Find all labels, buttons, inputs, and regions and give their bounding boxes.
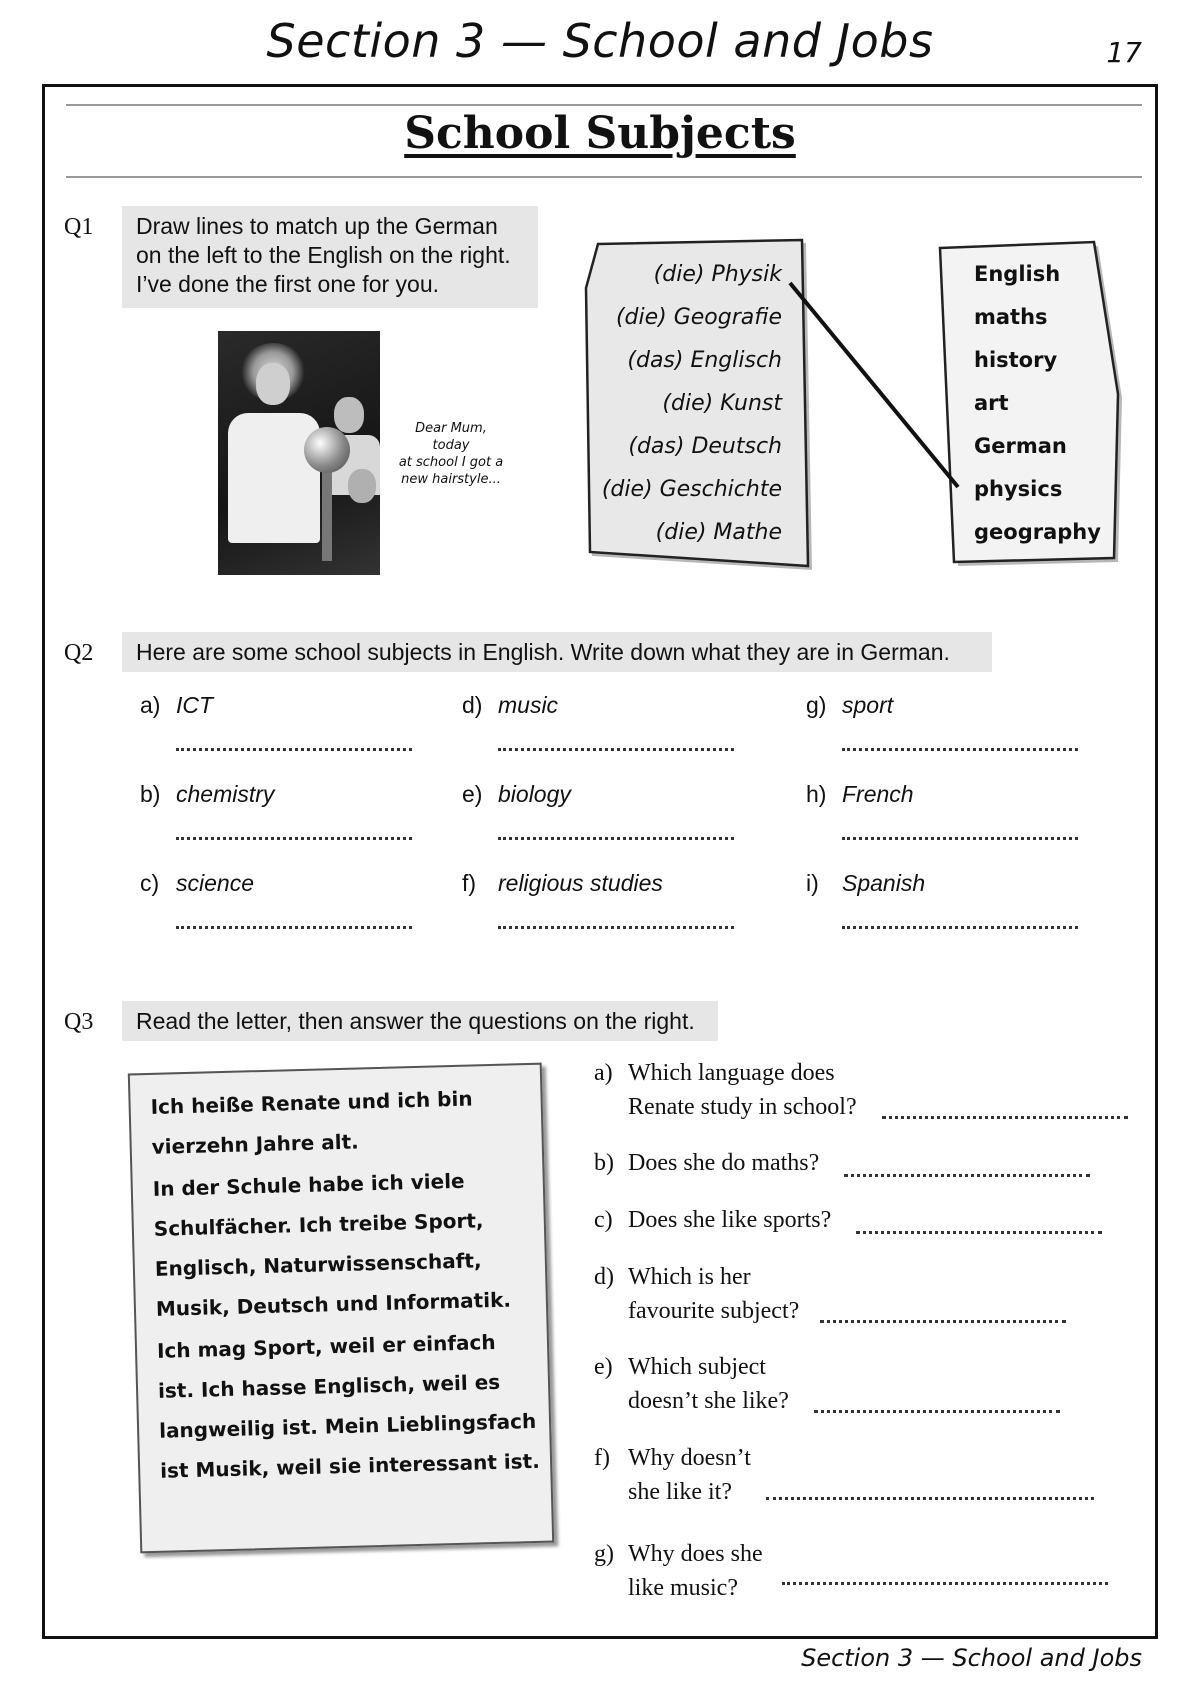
q2-item-e <box>462 781 571 808</box>
german-term: (die) Kunst <box>662 391 782 416</box>
english-term: English <box>974 262 1061 286</box>
letter-paragraph: Ich heiße Renate und ich bin vierzehn Jahre alt. <box>150 1086 473 1159</box>
english-panel <box>940 242 1118 562</box>
question-line: Which is her <box>628 1264 751 1290</box>
answer-line-b[interactable] <box>176 837 412 840</box>
caption-line: Dear Mum, today <box>415 421 487 453</box>
question-line: Why doesn’t <box>628 1445 751 1471</box>
item-label: f) <box>462 870 477 896</box>
item-word: Spanish <box>842 870 926 896</box>
answer-line-q3f[interactable] <box>766 1497 1094 1500</box>
q2-instruction: Here are some school subjects in English. Write down what they are in German. <box>136 639 950 665</box>
q2-item-d <box>462 692 558 719</box>
german-term: (die) Physik <box>653 262 782 287</box>
q2-number: Q2 <box>64 640 94 666</box>
q2-item-h <box>806 781 914 808</box>
section-header-title: Section 3 — School and Jobs <box>266 14 934 68</box>
q2-item-f <box>462 870 663 897</box>
question-label: d) <box>594 1264 614 1290</box>
q3-instruction-box <box>122 1001 718 1041</box>
q2-item-i <box>806 870 925 897</box>
item-label: c) <box>140 870 160 896</box>
q3-instruction: Read the letter, then answer the questions on the right. <box>136 1008 695 1034</box>
answer-line-e[interactable] <box>498 837 734 840</box>
letter-paragraph: Ich mag Sport, weil er einfach ist. Ich hasse Englisch, weil es langweilig ist. Mein Lieblingsfach ist Musik, weil sie interessant ist. <box>156 1329 541 1483</box>
caption-line: at school I got a <box>398 455 504 470</box>
q1-instruction-line: on the left to the English on the right. <box>136 242 511 268</box>
answer-line-q3d[interactable] <box>820 1320 1066 1323</box>
english-term: maths <box>974 305 1048 329</box>
german-term: (die) Geschichte <box>601 477 782 502</box>
answer-line-h[interactable] <box>842 837 1078 840</box>
question-line: like music? <box>628 1575 738 1601</box>
item-label: h) <box>806 781 827 807</box>
question-label: f) <box>594 1445 610 1471</box>
q2-item-g <box>806 692 893 719</box>
english-term: geography <box>974 520 1101 544</box>
question-label: b) <box>594 1150 614 1176</box>
question-line: Does she like sports? <box>628 1207 832 1233</box>
english-term: physics <box>974 477 1063 501</box>
answer-line-i[interactable] <box>842 926 1078 929</box>
item-word: French <box>842 781 914 807</box>
question-line: favourite subject? <box>628 1298 800 1324</box>
footer-section-title: Section 3 — School and Jobs <box>801 1644 1142 1672</box>
letter-paragraph: In der Schule habe ich viele Schulfächer. Ich treibe Sport, Englisch, Naturwissenschaft, Musik, Deutsch und Informatik. <box>152 1168 512 1321</box>
item-label: e) <box>462 781 483 807</box>
answer-line-q3a[interactable] <box>882 1116 1128 1119</box>
item-word: music <box>498 692 559 718</box>
answer-line-d[interactable] <box>498 748 734 751</box>
item-word: ICT <box>176 692 214 718</box>
item-label: i) <box>806 870 819 896</box>
german-term: (die) Geografie <box>615 305 782 330</box>
german-term: (die) Mathe <box>655 520 782 545</box>
english-term: history <box>974 348 1058 372</box>
item-word: science <box>176 870 254 896</box>
caption-line: new hairstyle... <box>401 472 501 487</box>
english-term: art <box>974 391 1009 415</box>
question-line: Does she do maths? <box>628 1150 820 1176</box>
question-line: Renate study in school? <box>628 1094 857 1120</box>
answer-line-q3g[interactable] <box>782 1582 1108 1585</box>
q2-item-a <box>140 692 213 719</box>
question-label: a) <box>594 1060 613 1086</box>
question-line: Which language does <box>628 1060 835 1086</box>
answer-line-f[interactable] <box>498 926 734 929</box>
item-word: chemistry <box>176 781 275 807</box>
q1-instruction-line: Draw lines to match up the German <box>136 213 498 239</box>
q1-instruction-line: I’ve done the first one for you. <box>136 271 440 297</box>
answer-line-g[interactable] <box>842 748 1078 751</box>
item-label: d) <box>462 692 483 718</box>
page-title: School Subjects <box>404 108 796 159</box>
item-word: biology <box>498 781 571 807</box>
answer-line-q3c[interactable] <box>856 1231 1102 1234</box>
q2-item-b <box>140 781 274 808</box>
item-label: a) <box>140 692 161 718</box>
question-label: c) <box>594 1207 613 1233</box>
item-label: b) <box>140 781 161 807</box>
question-label: g) <box>594 1541 614 1567</box>
question-line: doesn’t she like? <box>628 1388 789 1414</box>
answer-line-q3b[interactable] <box>844 1174 1090 1177</box>
answer-line-q3e[interactable] <box>814 1410 1060 1413</box>
german-term: (das) Deutsch <box>628 434 782 459</box>
answer-line-a[interactable] <box>176 748 412 751</box>
example-match-line[interactable] <box>790 283 958 487</box>
q2-item-c <box>140 870 254 897</box>
q1-number: Q1 <box>64 214 94 240</box>
question-line: Why does she <box>628 1541 763 1567</box>
german-term: (das) Englisch <box>627 348 782 373</box>
renate-letter <box>128 1063 554 1554</box>
question-line: Which subject <box>628 1354 766 1380</box>
question-line: she like it? <box>628 1479 732 1505</box>
q2-instruction-box <box>122 632 992 672</box>
page-number: 17 <box>1106 36 1142 69</box>
item-word: sport <box>842 692 894 718</box>
item-label: g) <box>806 692 827 718</box>
english-term: German <box>974 434 1067 458</box>
question-label: e) <box>594 1354 613 1380</box>
q3-number: Q3 <box>64 1009 94 1035</box>
item-word: religious studies <box>498 870 663 896</box>
answer-line-c[interactable] <box>176 926 412 929</box>
